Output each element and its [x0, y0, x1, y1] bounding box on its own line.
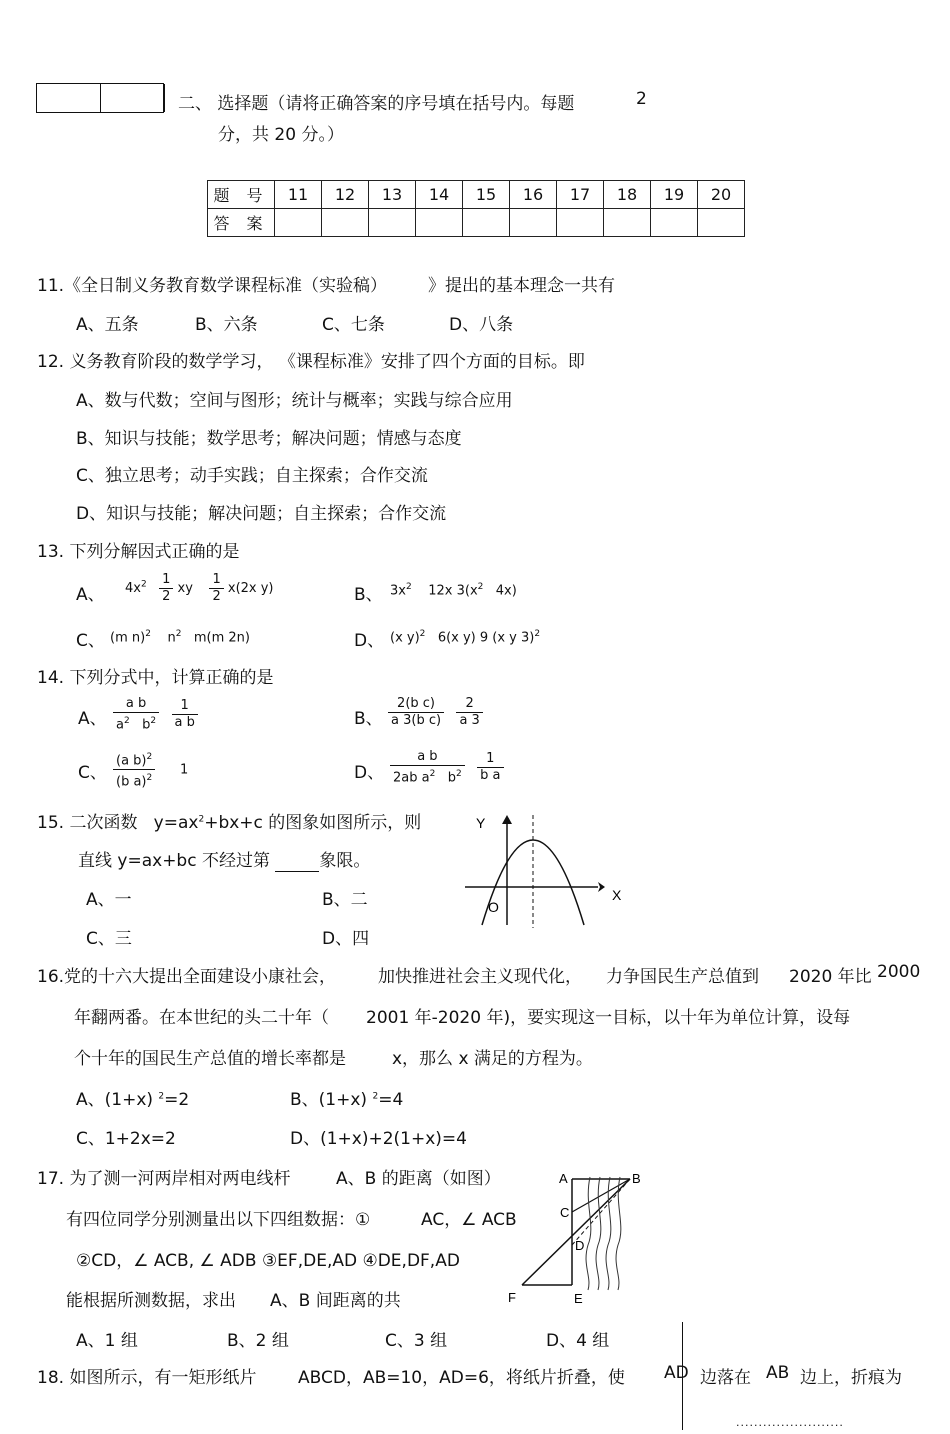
q12-stem: 12. 义务教育阶段的数学学习， 《课程标准》安排了四个方面的目标。即: [37, 352, 585, 372]
q13-stem: 13. 下列分解因式正确的是: [37, 542, 240, 562]
q14-option-d: [390, 749, 504, 786]
q15-stem: [37, 808, 421, 833]
q13-a-term: xy: [177, 581, 193, 596]
exponent: 2: [419, 629, 426, 639]
q13-option-a: [125, 572, 274, 605]
answer-blank[interactable]: [275, 851, 319, 872]
point-c-label: C: [560, 1205, 570, 1220]
answer-cell[interactable]: [416, 209, 463, 237]
q14-a-den: a: [116, 717, 124, 733]
section-title-line2: 分，共 20 分。）: [218, 125, 344, 145]
section-points: 2: [636, 89, 647, 109]
answer-cell[interactable]: [698, 209, 745, 237]
answer-cell[interactable]: [322, 209, 369, 237]
q15-option-b: B、二: [322, 890, 368, 910]
q18-part2: ABCD，AB=10，AD=6，将纸片折叠，使: [298, 1368, 625, 1388]
point-d-label: D: [575, 1238, 585, 1253]
score-box-divider: [100, 84, 101, 112]
numerator: [113, 749, 155, 770]
exponent: 2: [146, 752, 153, 762]
q13-d-term: (x y): [390, 630, 420, 646]
q15-function-tail: +bx+c: [204, 813, 263, 833]
exponent: 2: [123, 716, 130, 726]
question-number-cell: 16: [510, 181, 557, 209]
exponent: 2: [145, 629, 151, 639]
q13-a-term: x(2x y): [227, 581, 274, 596]
q16-line3a: 个十年的国民生产总值的增长率都是: [74, 1049, 346, 1069]
exponent: 2: [198, 814, 205, 825]
footer-dots: ........................: [736, 1416, 844, 1429]
q14-a-den: b: [142, 717, 151, 733]
q16-option-b: [290, 1085, 403, 1110]
fraction: [159, 572, 173, 605]
denominator: a b: [174, 715, 195, 731]
q16-line1d: 2020 年比: [789, 967, 872, 987]
question-number-cell: 15: [463, 181, 510, 209]
numerator: 1: [159, 572, 173, 589]
q13-label-a: A、: [76, 585, 105, 605]
question-number-cell: 11: [275, 181, 322, 209]
q16-option-a-base: A、(1+x): [76, 1090, 154, 1110]
fraction: [456, 696, 482, 729]
q14-option-c: [113, 749, 188, 791]
point-b-label: B: [632, 1171, 641, 1186]
q11-stem: 11.《全日制义务教育数学课程标准（实验稿）: [37, 276, 388, 296]
q16-option-b-base: B、(1+x): [290, 1090, 368, 1110]
q15-line2a: 直线: [78, 851, 112, 871]
q13-label-b: B、: [354, 585, 383, 605]
numerator: 1: [209, 572, 223, 589]
denominator: 2: [162, 589, 171, 604]
answer-cell[interactable]: [651, 209, 698, 237]
question-number-cell: 13: [369, 181, 416, 209]
numerator: 2(b c): [388, 696, 444, 713]
q16-option-a: [76, 1085, 189, 1110]
q15-line2d: 象限。: [319, 851, 371, 871]
score-box-edge: [163, 84, 165, 112]
denominator: a 3(b c): [391, 713, 442, 728]
q17-line3: ②CD，∠ ACB, ∠ ADB ③EF,DE,AD ④DE,DF,AD: [76, 1251, 460, 1271]
numerator: 1: [172, 698, 198, 715]
q17-option-b: B、2 组: [227, 1331, 289, 1351]
q13-a-term: 4x: [125, 581, 141, 596]
exponent: 2: [140, 579, 147, 590]
q14-c-result: 1: [180, 762, 189, 778]
q18-part3: AD: [664, 1363, 689, 1383]
x-axis-arrow-icon: [598, 882, 605, 892]
row-label-number: 题 号: [208, 181, 275, 209]
fraction: [388, 696, 444, 729]
q15-option-c: C、三: [86, 929, 132, 949]
answer-table: [207, 180, 745, 237]
section-title: 二、 选择题（请将正确答案的序号填在括号内。每题: [178, 94, 575, 114]
question-number-cell: 19: [651, 181, 698, 209]
q16-line1a: 16.党的十六大提出全面建设小康社会，: [37, 967, 337, 987]
fraction: [209, 572, 223, 605]
table-row: [208, 209, 745, 237]
fraction: [477, 751, 503, 784]
question-number-cell: 17: [557, 181, 604, 209]
q11-option-c: C、七条: [322, 315, 385, 335]
numerator: 1: [477, 751, 503, 768]
exponent: 2: [175, 629, 182, 639]
answer-cell[interactable]: [557, 209, 604, 237]
river-bank-line: [586, 1177, 591, 1290]
q14-option-a: [113, 696, 198, 733]
q17-line1a: 17. 为了测一河两岸相对两电线杆: [37, 1169, 291, 1189]
q12-option-a: A、数与代数；空间与图形；统计与概率；实践与综合应用: [76, 391, 513, 411]
q14-label-b: B、: [354, 709, 383, 729]
q17-line2a: 有四位同学分别测量出以下四组数据：①: [66, 1210, 371, 1230]
exponent: 2: [158, 1091, 165, 1102]
q14-d-den: 2ab a: [393, 770, 430, 786]
q13-option-d: [390, 629, 540, 645]
q16-line1b: 加快推进社会主义现代化，: [378, 967, 582, 987]
y-axis-label: Y: [476, 815, 486, 831]
fraction: [113, 749, 155, 791]
q17-option-c: C、3 组: [385, 1331, 448, 1351]
exponent: 2: [146, 773, 153, 784]
y-axis-arrow-icon: [502, 815, 512, 824]
q14-d-den: b: [447, 770, 456, 786]
numerator: a b: [113, 696, 159, 713]
q11-option-b: B、六条: [195, 315, 258, 335]
q14-option-b: [388, 696, 483, 729]
origin-label: O: [488, 899, 499, 915]
score-box: [36, 83, 164, 113]
answer-cell[interactable]: [369, 209, 416, 237]
q13-label-d: D、: [354, 631, 385, 651]
q14-label-c: C、: [78, 763, 107, 783]
exponent: 2: [456, 769, 462, 779]
q17-line4b: A、B 间距离的共: [270, 1291, 401, 1311]
q13-b-term: 3x: [390, 583, 406, 599]
answer-cell[interactable]: [275, 209, 322, 237]
q15-option-a: A、一: [86, 890, 132, 910]
denominator: b a: [480, 768, 501, 784]
q13-d-term: 6(x y) 9 (x y 3): [437, 630, 535, 646]
question-number-cell: 12: [322, 181, 369, 209]
q11-option-d: D、八条: [449, 315, 514, 335]
denominator: 2: [212, 589, 221, 604]
q15-line2c: 不经过第: [201, 851, 270, 871]
q18-part6: 边上，折痕为: [800, 1368, 902, 1388]
q18-part5: AB: [766, 1363, 790, 1383]
q12-option-b: B、知识与技能；数学思考；解决问题；情感与态度: [76, 429, 462, 449]
q13-option-c: [110, 629, 250, 645]
q15-line2b: y=ax+bc: [117, 851, 197, 871]
q15-stem-b: 的图象如图所示，则: [268, 813, 422, 833]
q16-line2b: 2001 年-2020 年)，要实现这一目标，以十年为单位计算，设每: [366, 1008, 851, 1028]
denominator: a 3: [459, 713, 480, 728]
q17-option-d: D、4 组: [546, 1331, 610, 1351]
q11-stem-tail: 》提出的基本理念一共有: [428, 276, 615, 296]
q16-line1c: 力争国民生产总值到: [606, 967, 759, 987]
q13-label-c: C、: [76, 631, 105, 651]
q13-option-b: [390, 582, 517, 598]
exponent: 2: [429, 769, 436, 779]
exponent: 2: [150, 716, 157, 726]
margin-rule: [682, 1322, 683, 1430]
fraction: [113, 696, 159, 733]
exponent: 2: [534, 629, 541, 639]
q14-stem: 14. 下列分式中，计算正确的是: [37, 668, 274, 688]
denominator: [390, 766, 465, 786]
q13-c-term: m(m 2n): [193, 630, 250, 646]
q15-option-d: D、四: [322, 929, 370, 949]
river-bank-line: [616, 1177, 621, 1290]
q16-option-a-rhs: =2: [164, 1090, 190, 1110]
x-axis-label: X: [612, 887, 622, 903]
fraction: [390, 749, 465, 786]
q17-line1b: A、B 的距离（如图）: [336, 1169, 501, 1189]
point-f-label: F: [508, 1290, 516, 1305]
q17-option-a: A、1 组: [76, 1331, 138, 1351]
question-number-cell: 18: [604, 181, 651, 209]
q11-option-a: A、五条: [76, 315, 139, 335]
exponent: 2: [372, 1091, 379, 1102]
row-label-answer: 答 案: [208, 209, 275, 237]
q18-part4: 边落在: [700, 1368, 751, 1388]
answer-cell[interactable]: [604, 209, 651, 237]
numerator: a b: [390, 749, 465, 766]
answer-cell[interactable]: [463, 209, 510, 237]
line-fb: [522, 1179, 630, 1285]
numerator: 2: [456, 696, 482, 713]
q13-b-term: 4x): [495, 583, 517, 599]
q18-part1: 18. 如图所示，有一矩形纸片: [37, 1368, 257, 1388]
q16-option-d: D、(1+x)+2(1+x)=4: [290, 1129, 467, 1149]
q16-line2a: 年翻两番。在本世纪的头二十年（: [74, 1008, 329, 1028]
denominator: [113, 713, 159, 733]
q14-label-a: A、: [78, 709, 107, 729]
q14-c-den: (b a): [116, 774, 147, 790]
q17-line4a: 能根据所测数据，求出: [66, 1291, 236, 1311]
q14-label-d: D、: [354, 763, 385, 783]
q12-option-c: C、独立思考；动手实践；自主探索；合作交流: [76, 466, 428, 486]
point-a-label: A: [559, 1171, 568, 1186]
river-bank-line: [606, 1177, 611, 1290]
table-row: [208, 181, 745, 209]
q12-option-d: D、知识与技能；解决问题；自主探索；合作交流: [76, 504, 447, 524]
q16-option-b-rhs: =4: [378, 1090, 404, 1110]
q13-b-term: 12x 3(x: [428, 583, 478, 599]
q15-stem-a: 15. 二次函数: [37, 813, 138, 833]
q15-function: y=ax: [153, 813, 199, 833]
q16-option-c: C、1+2x=2: [76, 1129, 176, 1149]
fraction: [172, 698, 198, 731]
line-db: [572, 1179, 630, 1245]
q17-river-figure: [500, 1165, 650, 1310]
q13-c-term: n: [167, 630, 176, 646]
q13-c-term: (m n): [110, 630, 146, 646]
q15-parabola-graph: [460, 810, 640, 930]
answer-cell[interactable]: [510, 209, 557, 237]
question-number-cell: 20: [698, 181, 745, 209]
exponent: 2: [477, 582, 484, 592]
river-bank-line: [596, 1177, 601, 1290]
q17-line2b: AC，∠ ACB: [421, 1210, 517, 1230]
q15-line2: [78, 846, 370, 872]
exponent: 2: [405, 582, 412, 592]
question-number-cell: 14: [416, 181, 463, 209]
q14-c-num: (a b): [116, 753, 147, 769]
q16-line3b: x，那么 x 满足的方程为。: [392, 1049, 593, 1069]
denominator: [113, 770, 155, 790]
point-e-label: E: [574, 1291, 583, 1306]
q16-line1e: 2000: [877, 962, 921, 982]
